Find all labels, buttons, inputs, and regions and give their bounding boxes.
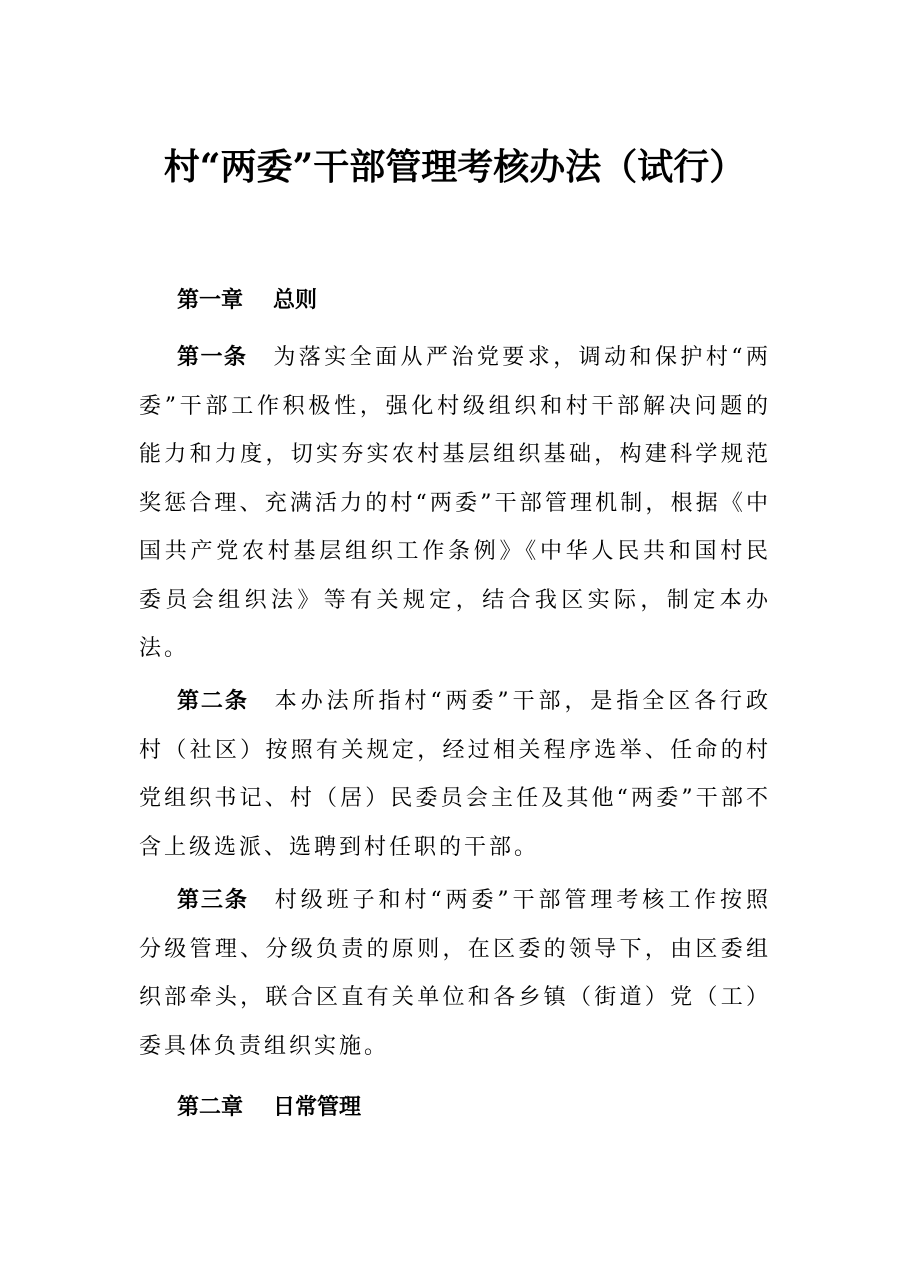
article-text: 为落实全面从严治党要求，调动和保护村“两委”干部工作积极性，强化村级组织和村干部解决问题的能力和力度，切实夯实农村基层组织基础，构建科学规范奖惩合理、充满活力的村“两委”干部管理机制，根据《中国共产党农村基层组织工作条例》《中华人民共和国村民委员会组织法》等有关规定，结合我区实际，制定本办法。 <box>139 345 771 661</box>
chapter-name: 总则 <box>273 287 318 313</box>
article-paragraph <box>139 876 771 1071</box>
article-text: 村级班子和村“两委”干部管理考核工作按照分级管理、分级负责的原则，在区委的领导下，由区委组织部牵头，联合区直有关单位和各乡镇（街道）党（工）委具体负责组织实施。 <box>139 888 771 1059</box>
article-paragraph <box>139 677 771 872</box>
article-label: 第三条 <box>177 887 249 913</box>
chapter-number: 第二章 <box>177 1094 244 1120</box>
chapter-heading-daily-management <box>177 1092 361 1122</box>
document-title: 村“两委”干部管理考核办法（试行） <box>163 146 746 188</box>
chapter-name: 日常管理 <box>273 1094 362 1120</box>
chapter-heading-general <box>177 285 317 315</box>
article-label: 第二条 <box>177 688 249 714</box>
article-label: 第一条 <box>177 344 248 370</box>
chapter-number: 第一章 <box>177 287 244 313</box>
article-text: 本办法所指村“两委”干部，是指全区各行政村（社区）按照有关规定，经过相关程序选举、任命的村党组织书记、村（居）民委员会主任及其他“两委”干部不含上级选派、选聘到村任职的干部。 <box>139 689 771 860</box>
article-paragraph <box>139 333 771 674</box>
